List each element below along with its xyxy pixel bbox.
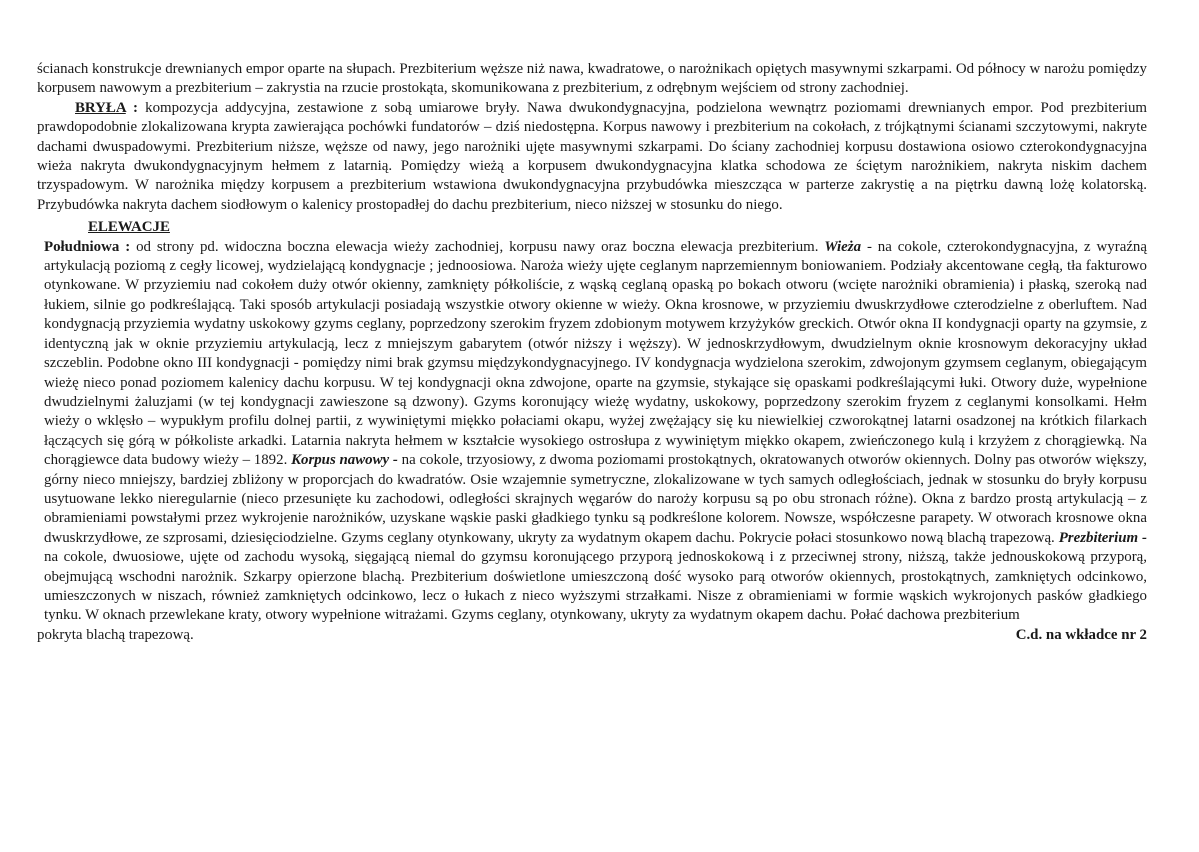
elewacje-text-2: - na cokole, czterokondygnacyjna, z wyraźną artykulacją poziomą z cegły licowej, wydzielającą kondygnacje ; jednoosiowa. Naroża wieży ujęte ceglanym naprzemiennym boniowaniem. Podziały akcentowane cegłą, tła fakturowo otynkowane. W przyziemiu nad cokołem duży otwór okienny, zamknięty półkoliście, z wąską ceglaną opaską po bokach otworu (wcięte narożniki obramienia) i płaską, szeroką nad łukiem, silnie go podkreślającą. Taki sposób artykulacji posiadają wszystkie otwory okienne w wieży. Okna krosnowe, w przyziemiu dwuskrzydłowe czterodzielne z oberluftem. Nad kondygnacją przyziemia wydatny uskokowy gzyms ceglany, poprzedzony szerokim fryzem zdobionym motywem krzyżyków greckich. Otwór okna II kondygnacji oparty na gzymsie, z identyczną jak w oknie przyziemiu artykulacją, lecz z mniejszym gabarytem (otwór niższy i węższy). W jednoskrzydłowym, dwudzielnym oknie krosnowym dekoracyjny układ szczeblin. Podobne okno III kondygnacji - pomiędzy nimi brak gzymsu międzykondygnacyjnego. IV kondygnacja wydzielona szerokim, zdwojonym gzymsem ceglanym, obiegającym wieżę nieco ponad poziomem kalenicy dachu korpusu. W tej kondygnacji okna zdwojone, oparte na gzymsie, stykające się opaskami podkreślającymi łuki. Otwory duże, wypełnione dwudzielnymi żaluzjami (w tej kondygnacji zawieszone są dzwony). Gzyms koronujący wieżę wydatny, uskokowy, poprzedzony szerokim fryzem z ceglanymi konsolkami. Hełm wieży o wklęsło – wypukłym profilu dolnej partii, z wywiniętymi miękko połaciami okapu, wyżej zwężający się ku niewielkiej czworokątnej latarni osadzonej na krótkich filarkach łączących się górą w półkoliste arkadki. Latarnia nakryta hełmem w kształcie wysokiego ostrosłupa z wywiniętym miękko okapem, zwieńczonego kulą i krzyżem z chorągiewką. Na chorągiewce data budowy wieży – 1892. xyxy=(44,238,1147,469)
elewacje-paragraph xyxy=(37,238,1147,626)
continuation-note: C.d. na wkładce nr 2 xyxy=(1015,626,1147,643)
bryla-text: kompozycja addycyjna, zestawione z sobą umiarowe bryły. Nawa dwukondygnacyjna, podzielona wewnątrz poziomami drewnianych empor. Pod prezbiterium prawdopodobnie zlokalizowana krypta zawierająca pochówki fundatorów – dziś niedostępna. Korpus nawowy i prezbiterium na cokołach, z trójkątnymi ścianami szczytowymi, nakryte dachami dwuspadowymi. Prezbiterium niższe, węższe od nawy, jego narożniki ujęte masywnymi szkarpami. Do ściany zachodniej korpusu dostawiona osiowo czterokondygnacyjna wieża nakryta dwukondygnacyjnym hełmem z latarnią. Pomiędzy wieżą a korpusem dwukondygnacyjna klatka schodowa ze ściętym narożnikiem, nakryta niskim dachem trzyspadowym. W narożnika między korpusem a prezbiterium wstawiona dwukondygnacyjna przybudówka mieszcząca w parterze zakrystię a na piętrku dawną lożę kolatorską. Przybudówka nakryta dachem siodłowym o kalenicy prostopadłej do dachu prezbiterium, nieco niższej w stosunku do niego. xyxy=(37,99,1148,213)
final-line xyxy=(37,626,1147,645)
elewacje-text-3: na cokole, trzyosiowy, z dwoma poziomami prostokątnych, okratowanych otworów okiennych. Dolny pas otworów większy, górny nieco mniejszy, bardziej zbliżony w proporcjach do kwadratów. Osie wzajemnie symetryczne, zlokalizowane w tych samych odległościach, jednak w stosunku do bryły korpusu usytuowane lekko nieregularnie (nieco przesunięte ku zachodowi, odległości skrajnych węgarów do naroży korpusu są po obu stronach różne). Okna z bardzo prostą artykulacją – z obramieniami powstałymi przez wykrojenie narożników, uzyskane wąskie paski gładkiego tynku są podkreślone kolorem. Nowsze, współczesne parapety. W otworach krosnowe okna dwuskrzydłowe, ze szprosami, dziesięciodzielne. Gzyms ceglany otynkowany, ukryty za wydatnym okapem dachu. Pokrycie połaci stosunkowo nową blachą trapezową. xyxy=(44,452,1147,546)
wieza-label: Wieża xyxy=(824,238,862,255)
poludniowa-label: Południowa : xyxy=(44,238,131,255)
bryla-paragraph xyxy=(37,99,1147,215)
prezbiterium-label: Prezbiterium - xyxy=(1058,529,1147,546)
final-line-text: pokryta blachą trapezową. xyxy=(37,626,194,643)
elewacje-heading: ELEWACJE xyxy=(88,219,170,236)
elewacje-text-4: na cokole, dwuosiowe, ujęte od zachodu wysoką, sięgającą niemal do gzymsu koronującego przyporą jednoskokową i z przeciwnej strony, niższą, także jednouskokową przyporą, obejmującą wschodni narożnik. Szkarpy opierzone blachą. Prezbiterium doświetlone umieszczoną dość wysoko parą otworów okiennych, prostokątnych, zamkniętych odcinkowo, umieszczonych w niszach, również zamkniętych odcinkowo, lecz o łukach z nieco wyższymi strzałkami. Nisze z obramieniami w formie wąskich wykrojonych pasków gładkiego tynku. W oknach przewlekane kraty, otwory wypełnione witrażami. Gzyms ceglany, otynkowany, ukryty za wydatnym okapem dachu. Połać dachowa prezbiterium xyxy=(44,549,1147,624)
elewacje-text-1: od strony pd. widoczna boczna elewacja wieży zachodniej, korpusu nawy oraz boczna elewacja prezbiterium. xyxy=(130,238,825,255)
bryla-label: BRYŁA xyxy=(75,99,126,116)
document-page xyxy=(37,60,1147,645)
korpus-label: Korpus nawowy - xyxy=(291,452,398,469)
intro-paragraph: ścianach konstrukcje drewnianych empor oparte na słupach. Prezbiterium węższe niż nawa, kwadratowe, o narożnikach opiętych masywnymi szkarpami. Od północy w narożu pomiędzy korpusem nawowym a prezbiterium – zakrystia na rzucie prostokąta, skomunikowana z prezbiterium, z odrębnym wejściem od strony zachodniej. xyxy=(37,61,1147,97)
bryla-separator: : xyxy=(125,99,146,116)
